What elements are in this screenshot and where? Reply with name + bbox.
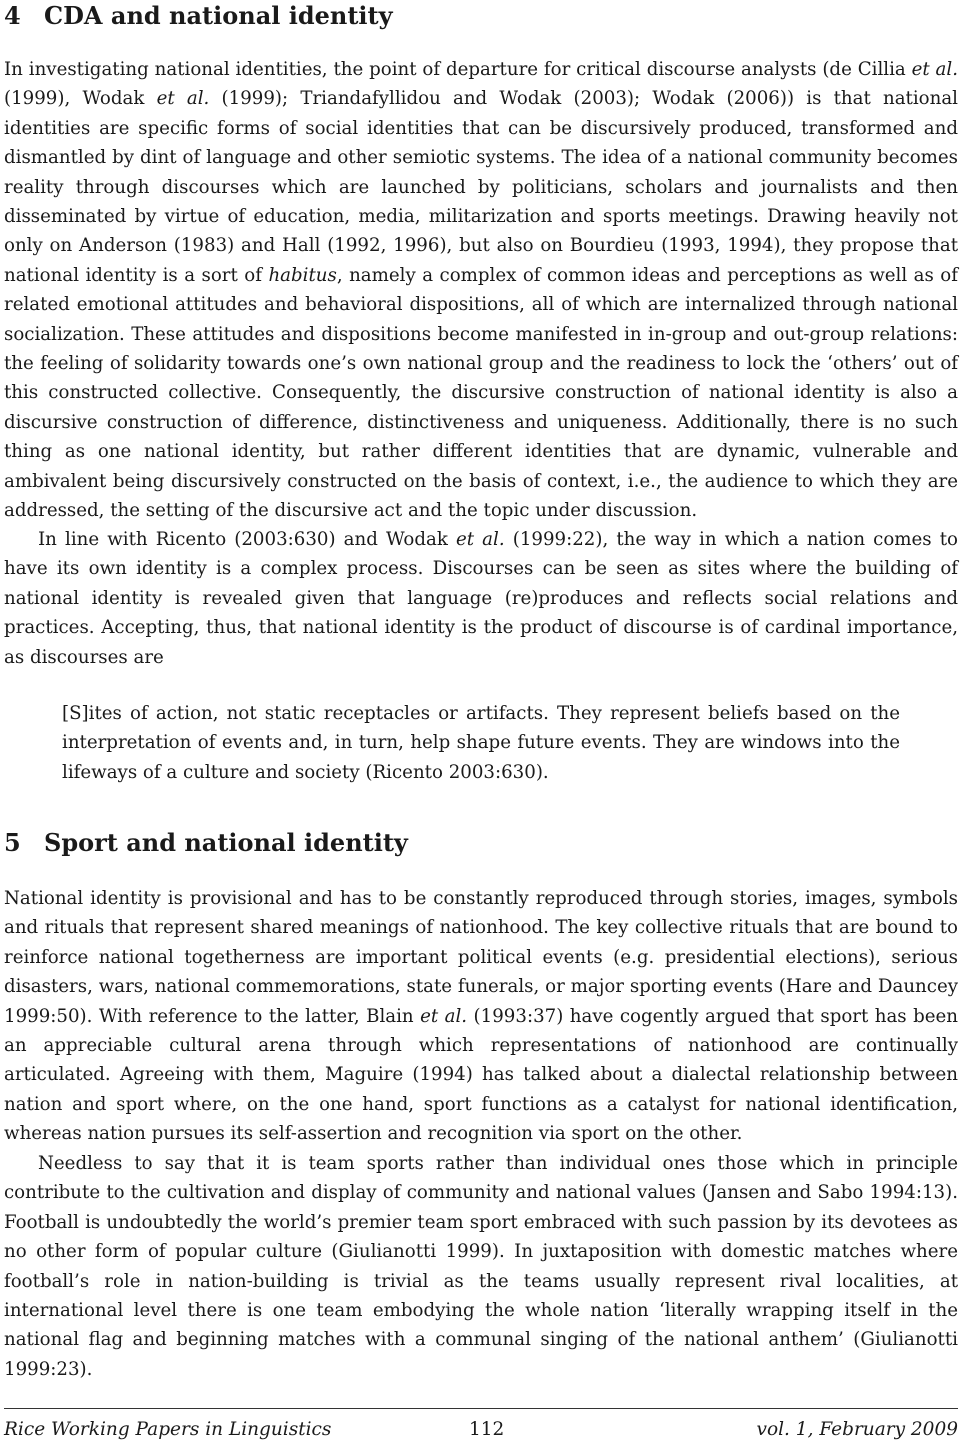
footer-volume-date: vol. 1, February 2009 [756,1419,958,1440]
section-4-title: CDA and national identity [44,1,393,30]
footer-journal-title: Rice Working Papers in Linguistics [4,1419,332,1440]
section-5-heading [4,828,408,858]
footer-rule [4,1408,958,1409]
section-5-paragraph-1: National identity is provisional and has to be constantly reproduced through stories, images, symbols and rituals that represent shared meanings of nationhood. The key collective rituals that are bound to reinforce national togetherness are important political events (e.g. presidential elections), serious disasters, wars, national commemorations, state funerals, or major sporting events (Hare and Dauncey 1999:50). With reference to the latter, Blain et al. (1993:37) have cogently argued that sport has been an appreciable cultural arena through which representations of nationhood are continually articulated. Agreeing with them, Maguire (1994) has talked about a dialectal relationship between nation and sport where, on the one hand, sport functions as a catalyst for national identification, whereas nation pursues its self-assertion and recognition via sport on the other. [4,888,958,1145]
section-4-heading [4,1,393,31]
block-quote: [S]ites of action, not static receptacles or artifacts. They represent beliefs based on the interpretation of events and, in turn, help shape future events. They are windows into the lifeways of a culture and society (Ricento 2003:630). [62,703,900,783]
italic-text: et al. [420,1005,468,1027]
section-5-number: 5 [4,828,21,857]
italic-text: et al. [456,529,505,550]
section-5-title: Sport and national identity [44,828,408,857]
footer-page-number: 112 [469,1419,505,1440]
page-footer [4,1416,958,1444]
italic-text: et al. [911,59,958,80]
section-4-paragraph-1: In investigating national identities, the point of departure for critical discourse analysts (de Cillia et al. (1999), Wodak et al. (1999); Triandafyllidou and Wodak (2003); Wodak (2006)) is that national identities are specific forms of social identities that can be discursively produced, transformed and dismantled by dint of language and other semiotic systems. The idea of a national community becomes reality through discourses which are launched by politicians, scholars and journalists and then disseminated by virtue of education, media, militarization and sports meetings. Drawing heavily not only on Anderson (1983) and Hall (1992, 1996), but also on Bourdieu (1993, 1994), they propose that national identity is a sort of habitus, namely a complex of common ideas and perceptions as well as of related emotional attitudes and behavioral dispositions, all of which are internalized through national socialization. These attitudes and dispositions become manifested in in-group and out-group relations: the feeling of solidarity towards one’s own national group and the readiness to lock the ‘others’ out of this constructed collective. Consequently, the discursive construction of national identity is also a discursive construction of difference, distinctiveness and uniqueness. Additionally, there is no such thing as one national identity, but rather different identities that are dynamic, vulnerable and ambivalent being discursively constructed on the basis of context, i.e., the audience to which they are addressed, the setting of the discursive act and the topic under discussion. [4,59,958,522]
section-4-paragraph-2: In line with Ricento (2003:630) and Wodak et al. (1999:22), the way in which a nation comes to have its own identity is a complex process. Discourses can be seen as sites where the building of national identity is revealed given that language (re)produces and reflects social relations and practices. Accepting, thus, that national identity is the product of discourse is of cardinal importance, as discourses are [4,529,958,668]
section-4-number: 4 [4,1,21,30]
section-5-paragraph-2: Needless to say that it is team sports rather than individual ones those which in principle contribute to the cultivation and display of community and national values (Jansen and Sabo 1994:13). Football is undoubtedly the world’s premier team sport embraced with such passion by its devotees as no other form of popular culture (Giulianotti 1999). In juxtaposition with domestic matches where football’s role in nation-building is trivial as the teams usually represent rival localities, at international level there is one team embodying the whole nation ‘literally wrapping itself in the national flag and beginning matches with a communal singing of the national anthem’ (Giulianotti 1999:23). [4,1153,958,1380]
italic-text: et al. [156,88,210,110]
italic-text: habitus [268,264,337,286]
